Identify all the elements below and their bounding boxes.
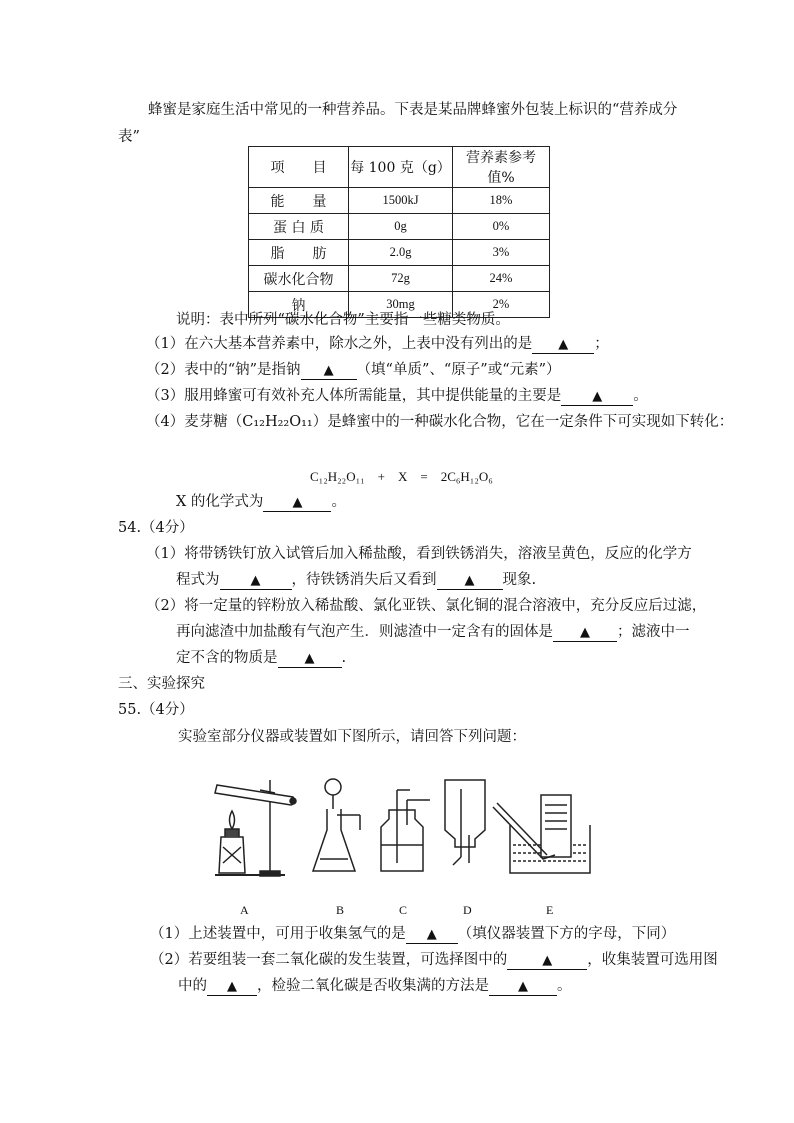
q54-part-2c: 定不含的物质是 ▲ . (176, 650, 347, 666)
q55-title: 55.（4分） (118, 702, 194, 718)
apparatus-a-icon (215, 780, 296, 876)
intro-line-1: 蜂蜜是家庭生活中常见的一种营养品。下表是某品牌蜂蜜外包装上标识的“营养成分 (148, 102, 678, 118)
triangle-icon: ▲ (580, 625, 590, 640)
answer-blank[interactable] (532, 336, 594, 354)
table-cell: 72g (349, 266, 453, 292)
lab-apparatus-figure (205, 775, 605, 885)
table-cell: 1500kJ (349, 188, 453, 214)
table-cell: 能 量 (249, 188, 349, 214)
answer-blank[interactable] (263, 494, 331, 512)
triangle-icon: ▲ (426, 927, 437, 942)
intro-line-2: 表” (118, 129, 140, 145)
table-row (249, 240, 550, 266)
table-header-row (249, 147, 550, 188)
triangle-icon: ▲ (542, 953, 553, 968)
nutrition-table (248, 146, 550, 318)
table-header: 每 100 克（g） (349, 147, 453, 188)
answer-blank[interactable] (437, 572, 503, 590)
q54-part-2a: （2）将一定量的锌粉放入稀盐酸、氯化亚铁、氯化铜的混合溶液中，充分反应后过滤， (146, 598, 707, 614)
table-header: 营养素参考值% (453, 147, 550, 188)
apparatus-label: D (463, 903, 472, 917)
apparatus-e-icon (493, 795, 590, 873)
q54-part-1a: （1）将带锈铁钉放入试管后加入稀盐酸，看到铁锈消失，溶液呈黄色，反应的化学方 (146, 546, 692, 562)
q55-part-2b: 中的 ▲ ，检验二氧化碳是否收集满的方法是 ▲ 。 (178, 978, 572, 994)
q55-part-2: （2）若要组装一套二氧化碳的发生装置，可选择图中的 ▲ ，收集装置可选用图 (150, 952, 718, 968)
q53-part-2: （2）表中的“钠”是指钠 ▲ （填“单质”、“原子”或“元素”） (146, 362, 561, 378)
apparatus-d-icon (445, 780, 485, 865)
table-cell: 0g (349, 214, 453, 240)
q53-part-4b: X 的化学式为 ▲ 。 (176, 494, 346, 510)
table-cell: 碳水化合物 (249, 266, 349, 292)
triangle-icon: ▲ (323, 363, 334, 378)
answer-blank[interactable] (561, 388, 633, 406)
table-header: 项 目 (249, 147, 349, 188)
triangle-icon: ▲ (592, 389, 603, 404)
table-cell: 2.0g (349, 240, 453, 266)
apparatus-label: B (336, 903, 345, 917)
table-cell: 蛋 白 质 (249, 214, 349, 240)
table-cell: 脂 肪 (249, 240, 349, 266)
answer-blank[interactable] (406, 926, 458, 944)
triangle-icon: ▲ (464, 573, 475, 588)
answer-blank[interactable] (553, 624, 617, 642)
q54-part-1b: 程式为 ▲ ，待铁锈消失后又看到 ▲ 现象. (176, 572, 537, 588)
q53-part-1: （1）在六大基本营养素中，除水之外，上表中没有列出的是 ▲ ； (146, 336, 609, 352)
q53-part-3: （3）服用蜂蜜可有效补充人体所需能量，其中提供能量的主要是 ▲ 。 (146, 388, 648, 404)
table-cell: 24% (453, 266, 550, 292)
apparatus-b-icon (313, 779, 360, 871)
section-heading: 三、实验探究 (118, 676, 205, 692)
q54-title: 54.（4分） (118, 520, 194, 536)
table-cell: 2% (453, 292, 550, 318)
q54-part-2b: 再向滤渣中加盐酸有气泡产生．则滤渣中一定含有的固体是 ▲ ；滤液中一 (176, 624, 690, 640)
apparatus-label: E (546, 903, 554, 917)
triangle-icon: ▲ (558, 337, 569, 352)
table-cell: 0% (453, 214, 550, 240)
answer-blank[interactable] (301, 362, 357, 380)
q53-part-4: （4）麦芽糖（C₁₂H₂₂O₁₁）是蜂蜜中的一种碳水化合物，它在一定条件下可实现如下转化： (146, 414, 734, 430)
apparatus-c-icon (381, 790, 430, 871)
answer-blank[interactable] (207, 978, 257, 996)
triangle-icon: ▲ (304, 651, 315, 666)
triangle-icon: ▲ (250, 573, 261, 588)
table-cell: 3% (453, 240, 550, 266)
answer-blank[interactable] (489, 978, 557, 996)
triangle-icon: ▲ (518, 979, 528, 994)
triangle-icon: ▲ (292, 495, 303, 510)
table-cell: 18% (453, 188, 550, 214)
table-cell: 30mg (349, 292, 453, 318)
apparatus-label: C (399, 903, 408, 917)
q55-part-1: （1）上述装置中，可用于收集氢气的是 ▲ （填仪器装置下方的字母，下同） (150, 926, 676, 942)
table-note: 说明：表中所列“碳水化合物”主要指一些糖类物质。 (176, 312, 510, 328)
apparatus-label: A (240, 903, 249, 917)
table-cell: 钠 (249, 292, 349, 318)
table-row (249, 188, 550, 214)
table-row (249, 266, 550, 292)
chemical-equation: C₁₂H₂₂O₁₁ + X = 2C₆H₁₂O₆ (310, 469, 493, 484)
q55-intro: 实验室部分仪器或装置如下图所示，请回答下列问题： (178, 729, 526, 745)
table-row (249, 214, 550, 240)
answer-blank[interactable] (507, 952, 587, 970)
triangle-icon: ▲ (227, 979, 237, 994)
answer-blank[interactable] (220, 572, 292, 590)
answer-blank[interactable] (278, 650, 342, 668)
